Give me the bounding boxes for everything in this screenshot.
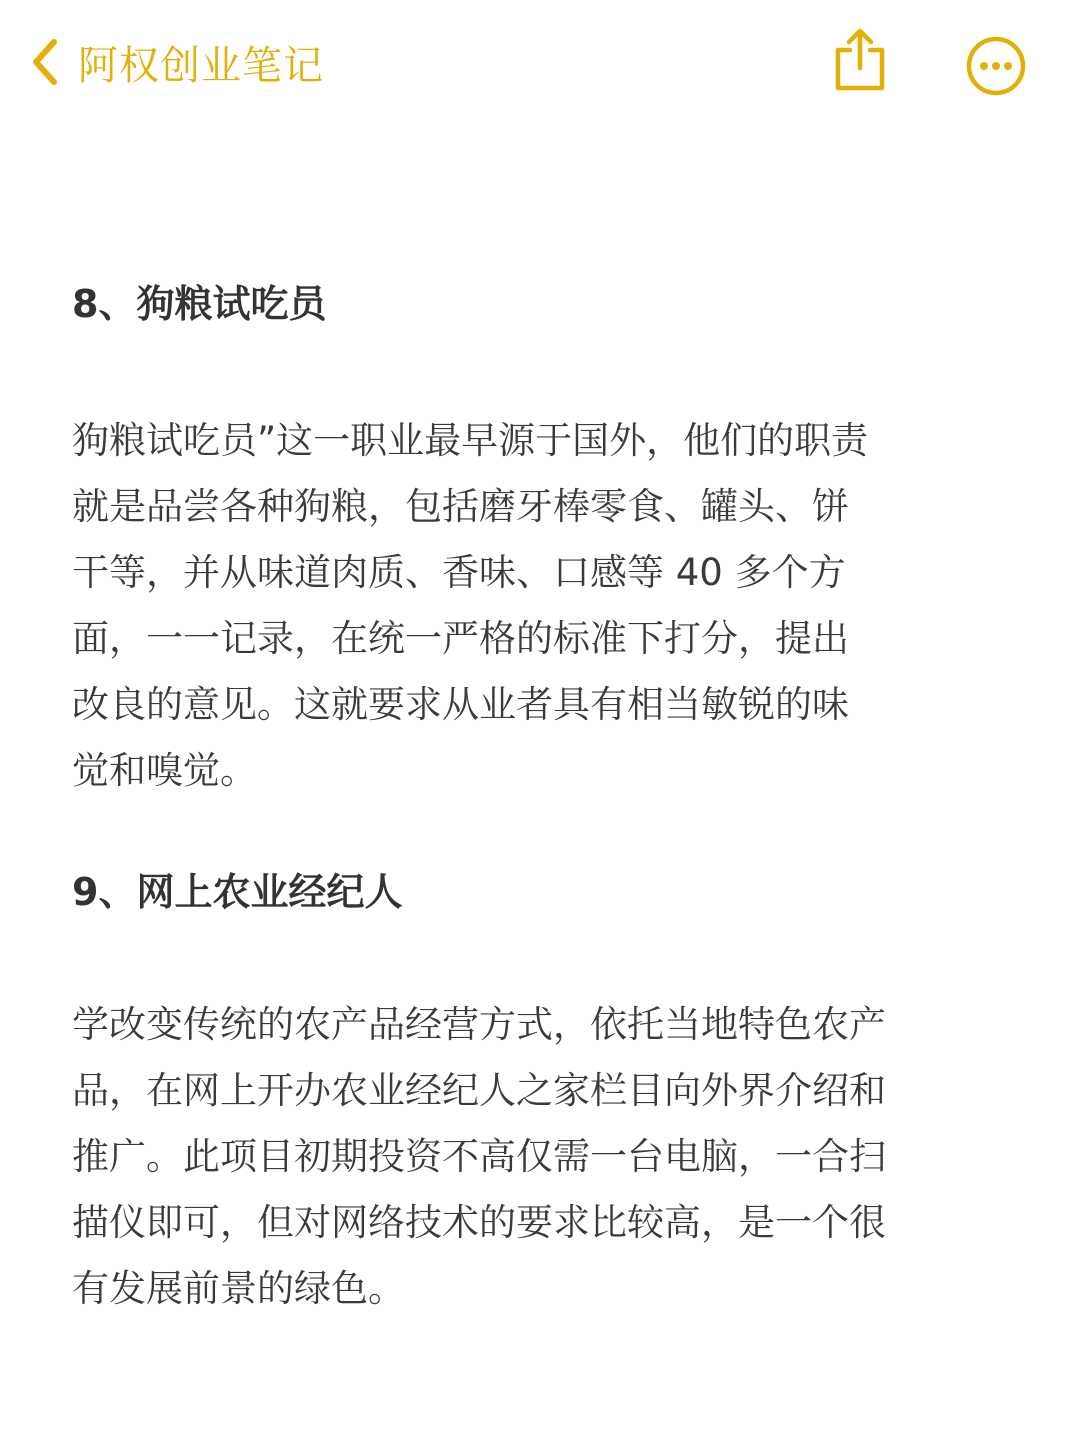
paragraph-line: 觉和嗅觉。 [72,749,257,792]
back-button[interactable] [28,30,324,94]
paragraph-line: 描仪即可，但对网络技术的要求比较高，是一个很 [72,1201,886,1244]
back-label: 阿权创业笔记 [78,42,324,89]
paragraph-line: 品，在网上开办农业经纪人之家栏目向外界介绍和 [72,1069,886,1112]
paragraph-line: 有发展前景的绿色。 [72,1267,405,1310]
more-options-button[interactable] [964,34,1028,98]
section-8-heading: 8、狗粮试吃员 [72,282,327,326]
navigation-bar [0,0,1080,130]
paragraph-line: 面，一一记录，在统一严格的标准下打分，提出 [72,617,849,660]
chevron-left-icon [28,37,62,87]
section-8-paragraph [72,408,1022,804]
section-9-paragraph [72,992,1022,1322]
paragraph-line: 推广。此项目初期投资不高仅需一台电脑，一合扫 [72,1135,886,1178]
more-icon [964,34,1028,98]
section-9-heading: 9、网上农业经纪人 [72,870,403,914]
paragraph-line: 狗粮试吃员”这一职业最早源于国外，他们的职责 [72,419,869,462]
share-button[interactable] [828,26,892,94]
paragraph-line: 就是品尝各种狗粮，包括磨牙棒零食、罐头、饼 [72,485,849,528]
share-icon [828,26,892,94]
paragraph-line: 改良的意见。这就要求从业者具有相当敏锐的味 [72,683,849,726]
paragraph-line: 学改变传统的农产品经营方式，依托当地特色农产 [72,1003,886,1046]
note-content[interactable] [72,272,1022,1322]
paragraph-line: 干等，并从味道肉质、香味、口感等 40 多个方 [72,551,846,594]
